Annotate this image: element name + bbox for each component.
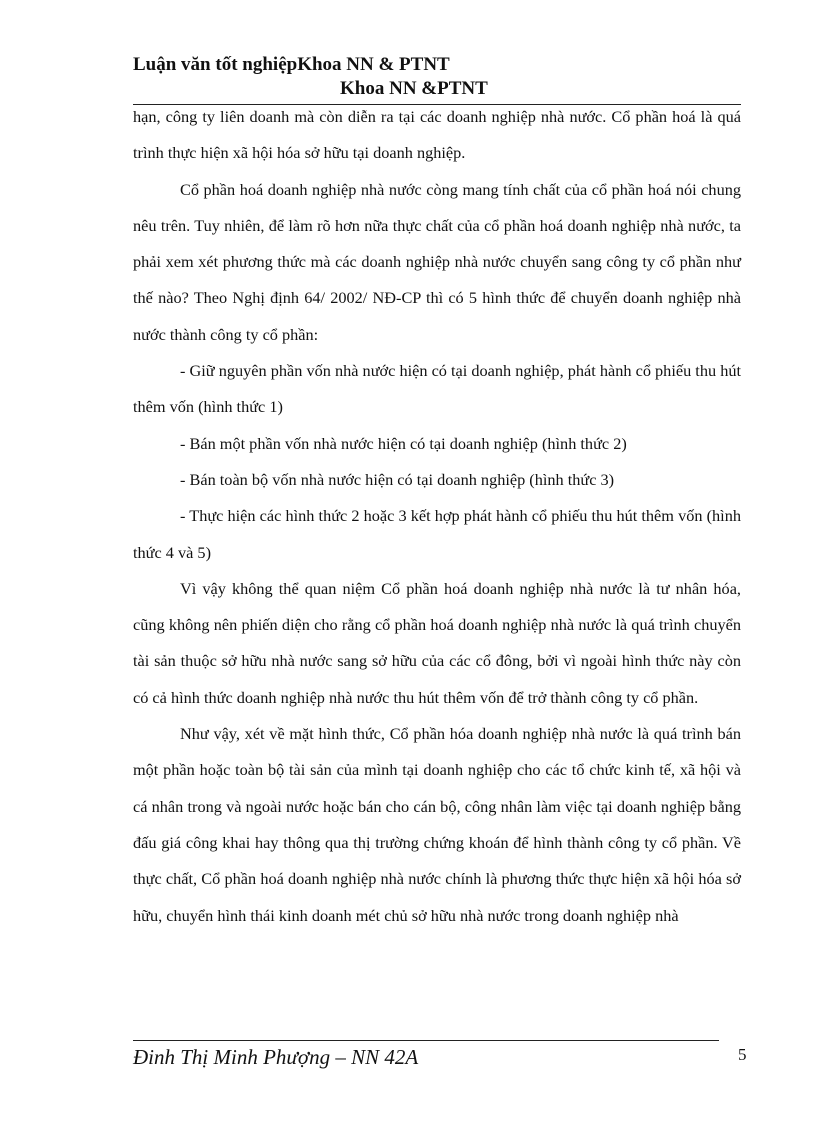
page-number: 5	[738, 1045, 747, 1064]
header-subtitle: Khoa NN &PTNT	[340, 78, 488, 99]
paragraph: Cổ phần hoá doanh nghiệp nhà nước còng mang tính chất của cổ phần hoá nói chung nêu trên. Tuy nhiên, để làm rõ hơn nữa thực chất của cổ phần hoá doanh nghiệp nhà nước, ta phải xem xét phương thức mà các doanh nghiệp nhà nước chuyển sang công ty cổ phần như thế nào? Theo Nghị định 64/ 2002/ NĐ-CP thì có 5 hình thức để chuyển doanh nghiệp nhà nước thành công ty cổ phần:	[133, 179, 741, 344]
header-title: Luận văn tốt nghiệpKhoa NN & PTNT	[133, 54, 450, 75]
list-item: - Thực hiện các hình thức 2 hoặc 3 kết hợp phát hành cổ phiếu thu hút thêm vốn (hình thức 4 và 5)	[133, 506, 741, 562]
paragraph-continuation: hạn, công ty liên doanh mà còn diễn ra tại các doanh nghiệp nhà nước. Cổ phần hoá là quá trình thực hiện xã hội hóa sở hữu tại doanh nghiệp.	[133, 107, 741, 163]
list-item: - Bán toàn bộ vốn nhà nước hiện có tại doanh nghiệp (hình thức 3)	[180, 469, 615, 489]
document-body	[133, 99, 741, 934]
list-item: - Bán một phần vốn nhà nước hiện có tại doanh nghiệp (hình thức 2)	[180, 433, 627, 453]
paragraph: Như vậy, xét về mặt hình thức, Cổ phần hóa doanh nghiệp nhà nước là quá trình bán một phần hoặc toàn bộ tài sản của mình tại doanh nghiệp cho các tổ chức kinh tế, xã hội và cá nhân trong và ngoài nước hoặc bán cho cán bộ, công nhân làm việc tại doanh nghiệp bằng đấu giá công khai hay thông qua thị trường chứng khoán để hình thành công ty cổ phần. Về thực chất, Cổ phần hoá doanh nghiệp nhà nước chính là phương thức thực hiện xã hội hóa sở hữu, chuyển hình thái kinh doanh mét chủ sở hữu nhà nước trong doanh nghiệp nhà	[133, 724, 741, 925]
footer-divider	[133, 1040, 719, 1041]
footer-author: Đinh Thị Minh Phượng – NN 42A	[133, 1045, 419, 1069]
list-item: - Giữ nguyên phần vốn nhà nước hiện có tại doanh nghiệp, phát hành cổ phiếu thu hút thêm vốn (hình thức 1)	[133, 361, 741, 417]
paragraph: Vì vậy không thể quan niệm Cổ phần hoá doanh nghiệp nhà nước là tư nhân hóa, cũng không nên phiến diện cho rằng cổ phần hoá doanh nghiệp nhà nước là quá trình chuyển tài sản thuộc sở hữu nhà nước sang sở hữu của các cổ đông, bởi vì ngoài hình thức này còn có cả hình thức doanh nghiệp nhà nước thu hút thêm vốn để trở thành công ty cổ phần.	[133, 578, 741, 707]
